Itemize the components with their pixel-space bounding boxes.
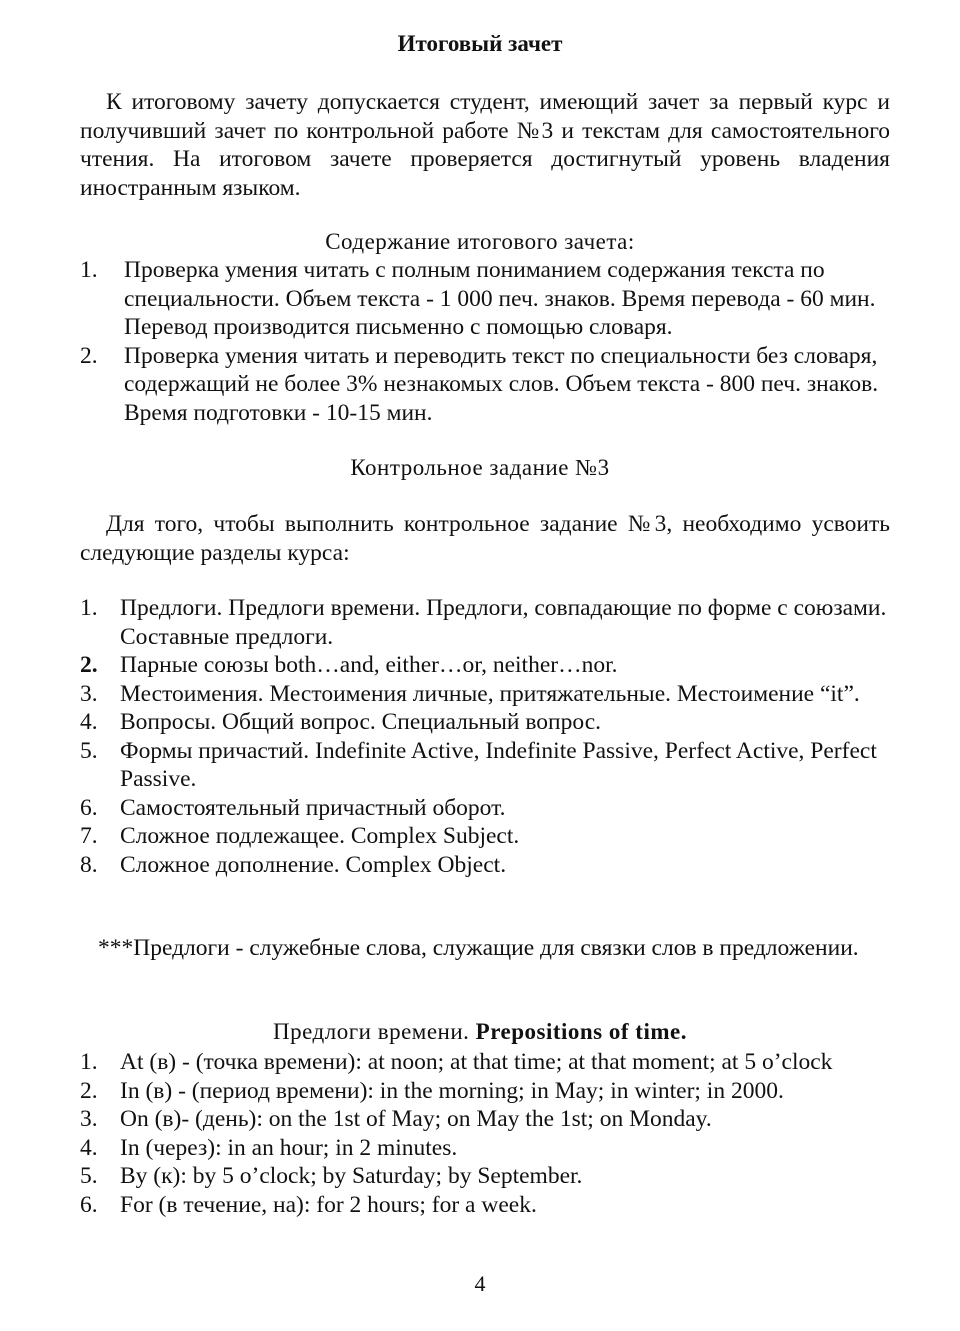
list-item-number: 2. [80,342,98,369]
prepositions-heading [0,1018,960,1047]
list-item-text: Сложное дополнение. Complex Object. [120,851,507,878]
list-item-number: 8. [80,851,98,878]
list-item [0,1162,900,1191]
list-item [0,1048,900,1077]
page-title: Итоговый зачет [397,31,563,56]
list-item-number: 5. [80,1163,98,1189]
list-item [0,651,900,680]
prepositions-heading-en: Prepositions of time. [475,1019,687,1044]
list-item [0,1134,900,1163]
list-item-text: For (в течение, на): for 2 hours; for a week. [120,1191,537,1218]
list-item-text: Вопросы. Общий вопрос. Специальный вопрос. [120,709,602,735]
page-number: 4 [474,1271,486,1296]
task-heading: Контрольное задание №3 [350,455,610,480]
list-item-number: 7. [80,823,98,849]
list-item-text: In (в) - (период времени): in the morning; in May; in winter; in 2000. [120,1077,784,1104]
list-item [0,708,900,737]
list-item [0,680,900,709]
list-item-number: 6. [80,794,98,821]
list-item-text: At (в) - (точка времени): at noon; at that time; at that moment; at 5 o’clock [120,1049,833,1075]
list-item-number: 6. [80,1191,98,1218]
list-item-text: Проверка умения читать и переводить текст по специальности без словаря, содержащий не более 3% незнакомых слов. Объем текста - 800 печ. знаков. Время подготовки - 10-15 мин. [124,342,879,426]
list-item [0,822,900,851]
list-item [0,342,890,428]
list-item-text: Парные союзы both…and, either…or, neither…nor. [120,652,618,678]
list-item [0,594,900,651]
list-item-number: 1. [80,1049,98,1075]
list-item-number: 2. [80,652,98,678]
list-item-text: In (через): in an hour; in 2 minutes. [120,1134,458,1161]
list-item-text: Самостоятельный причастный оборот. [120,794,506,821]
list-item-number: 5. [80,737,98,764]
list-item-number: 1. [80,595,98,621]
list-item-number: 1. [80,257,98,283]
list-item-number: 4. [80,1134,98,1161]
list-item [0,1105,900,1134]
content-heading: Содержание итогового зачета: [325,229,635,254]
list-item-text: Предлоги. Предлоги времени. Предлоги, совпадающие по форме с союзами. Составные предлоги. [120,595,887,650]
list-item-number: 3. [80,1106,98,1132]
list-item-number: 2. [80,1077,98,1104]
list-item-number: 3. [80,680,98,707]
prepositions-list [0,1048,960,1219]
task-list [0,594,960,879]
list-item-text: Сложное подлежащее. Complex Subject. [120,823,520,849]
note-paragraph [80,934,890,963]
list-item-text: Местоимения. Местоимения личные, притяжательные. Местоимение “it”. [120,680,860,707]
prepositions-heading-ru: Предлоги времени. [273,1019,470,1044]
intro-paragraph [80,88,890,202]
note-text: ***Предлоги - служебные слова, служащие для связки слов в предложении. [98,935,859,961]
list-item [0,1191,900,1220]
list-item [0,794,900,823]
list-item [0,1077,900,1106]
content-list [0,256,960,427]
list-item-text: Формы причастий. Indefinite Active, Indefinite Passive, Perfect Active, Perfect Passive. [120,737,877,792]
list-item-text: On (в)- (день): on the 1st of May; on May the 1st; on Monday. [120,1106,712,1132]
list-item [0,737,900,794]
list-item-text: By (к): by 5 o’clock; by Saturday; by September. [120,1163,583,1189]
task-intro-text: Для того, чтобы выполнить контрольное задание №3, необходимо усвоить следующие разделы курса: [80,511,890,566]
list-item [0,851,900,880]
intro-text: К итоговому зачету допускается студент, имеющий зачет за первый курс и получивший зачет по контрольной работе №3 и текстам для самостоятельного чтения. На итоговом зачете проверяется достигнутый уровень владения иностранным языком. [80,89,890,201]
list-item-number: 4. [80,709,98,735]
list-item [0,256,890,342]
task-intro-paragraph [80,510,890,567]
list-item-text: Проверка умения читать с полным пониманием содержания текста по специальности. Объем текста - 1 000 печ. знаков. Время перевода - 60 мин. Перевод производится письменно с помощью словаря. [124,257,876,340]
